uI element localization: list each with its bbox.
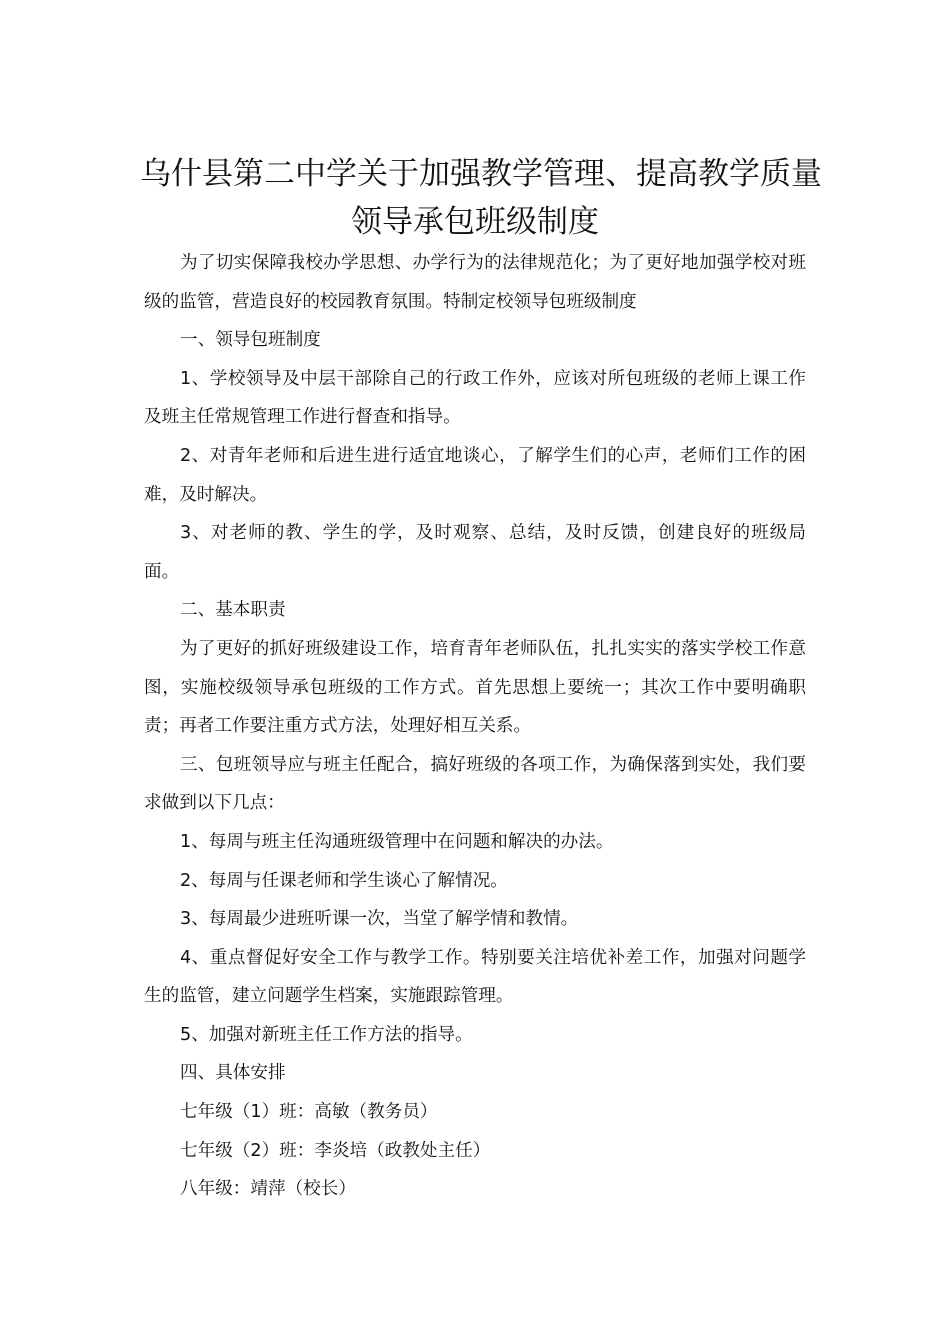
assignment-item: 八年级：靖萍（校长） [180,1179,356,1200]
paragraph-2: 为了更好的抓好班级建设工作，培育青年老师队伍，扎扎实实的落实学校工作意图，实施校级领导承包班级的工作方式。首先思想上要统一；其次工作中要明确职责；再者工作要注重方式方法，处理好相互关系。 [144,638,806,737]
document-title-line-1: 乌什县第二中学关于加强教学管理、提高教学质量 [140,156,822,192]
section-heading-2: 二、基本职责 [180,600,286,621]
section-heading-4: 四、具体安排 [180,1063,286,1084]
section-heading-3: 三、包班领导应与班主任配合，搞好班级的各项工作，为确保落到实处，我们要求做到以下几点： [144,754,806,814]
paragraph-3-5: 5、加强对新班主任工作方法的指导。 [180,1024,473,1045]
assignment-item: 七年级（1）班：高敏（教务员） [180,1102,438,1123]
paragraph-3-1: 1、每周与班主任沟通班级管理中在问题和解决的办法。 [180,831,614,852]
assignment-item: 七年级（2）班：李炎培（政教处主任） [180,1140,491,1161]
paragraph-1-1: 1、学校领导及中层干部除自己的行政工作外，应该对所包班级的老师上课工作及班主任常规管理工作进行督查和指导。 [144,368,806,428]
paragraph-3-3: 3、每周最少进班听课一次，当堂了解学情和教情。 [180,909,579,930]
paragraph-3-4: 4、重点督促好安全工作与教学工作。特别要关注培优补差工作，加强对问题学生的监管，建立问题学生档案，实施跟踪管理。 [144,947,806,1007]
document-title-line-2: 领导承包班级制度 [351,204,599,240]
paragraph-1-3: 3、对老师的教、学生的学，及时观察、总结，及时反馈，创建良好的班级局面。 [144,523,806,582]
intro-paragraph: 为了切实保障我校办学思想、办学行为的法律规范化；为了更好地加强学校对班级的监管，营造良好的校园教育氛围。特制定校领导包班级制度 [144,253,806,312]
paragraph-3-2: 2、每周与任课老师和学生谈心了解情况。 [180,870,508,891]
document-body [144,244,806,1209]
section-heading-1: 一、领导包班制度 [180,330,321,351]
paragraph-1-2: 2、对青年老师和后进生进行适宜地谈心，了解学生们的心声，老师们工作的困难，及时解决。 [144,445,806,505]
